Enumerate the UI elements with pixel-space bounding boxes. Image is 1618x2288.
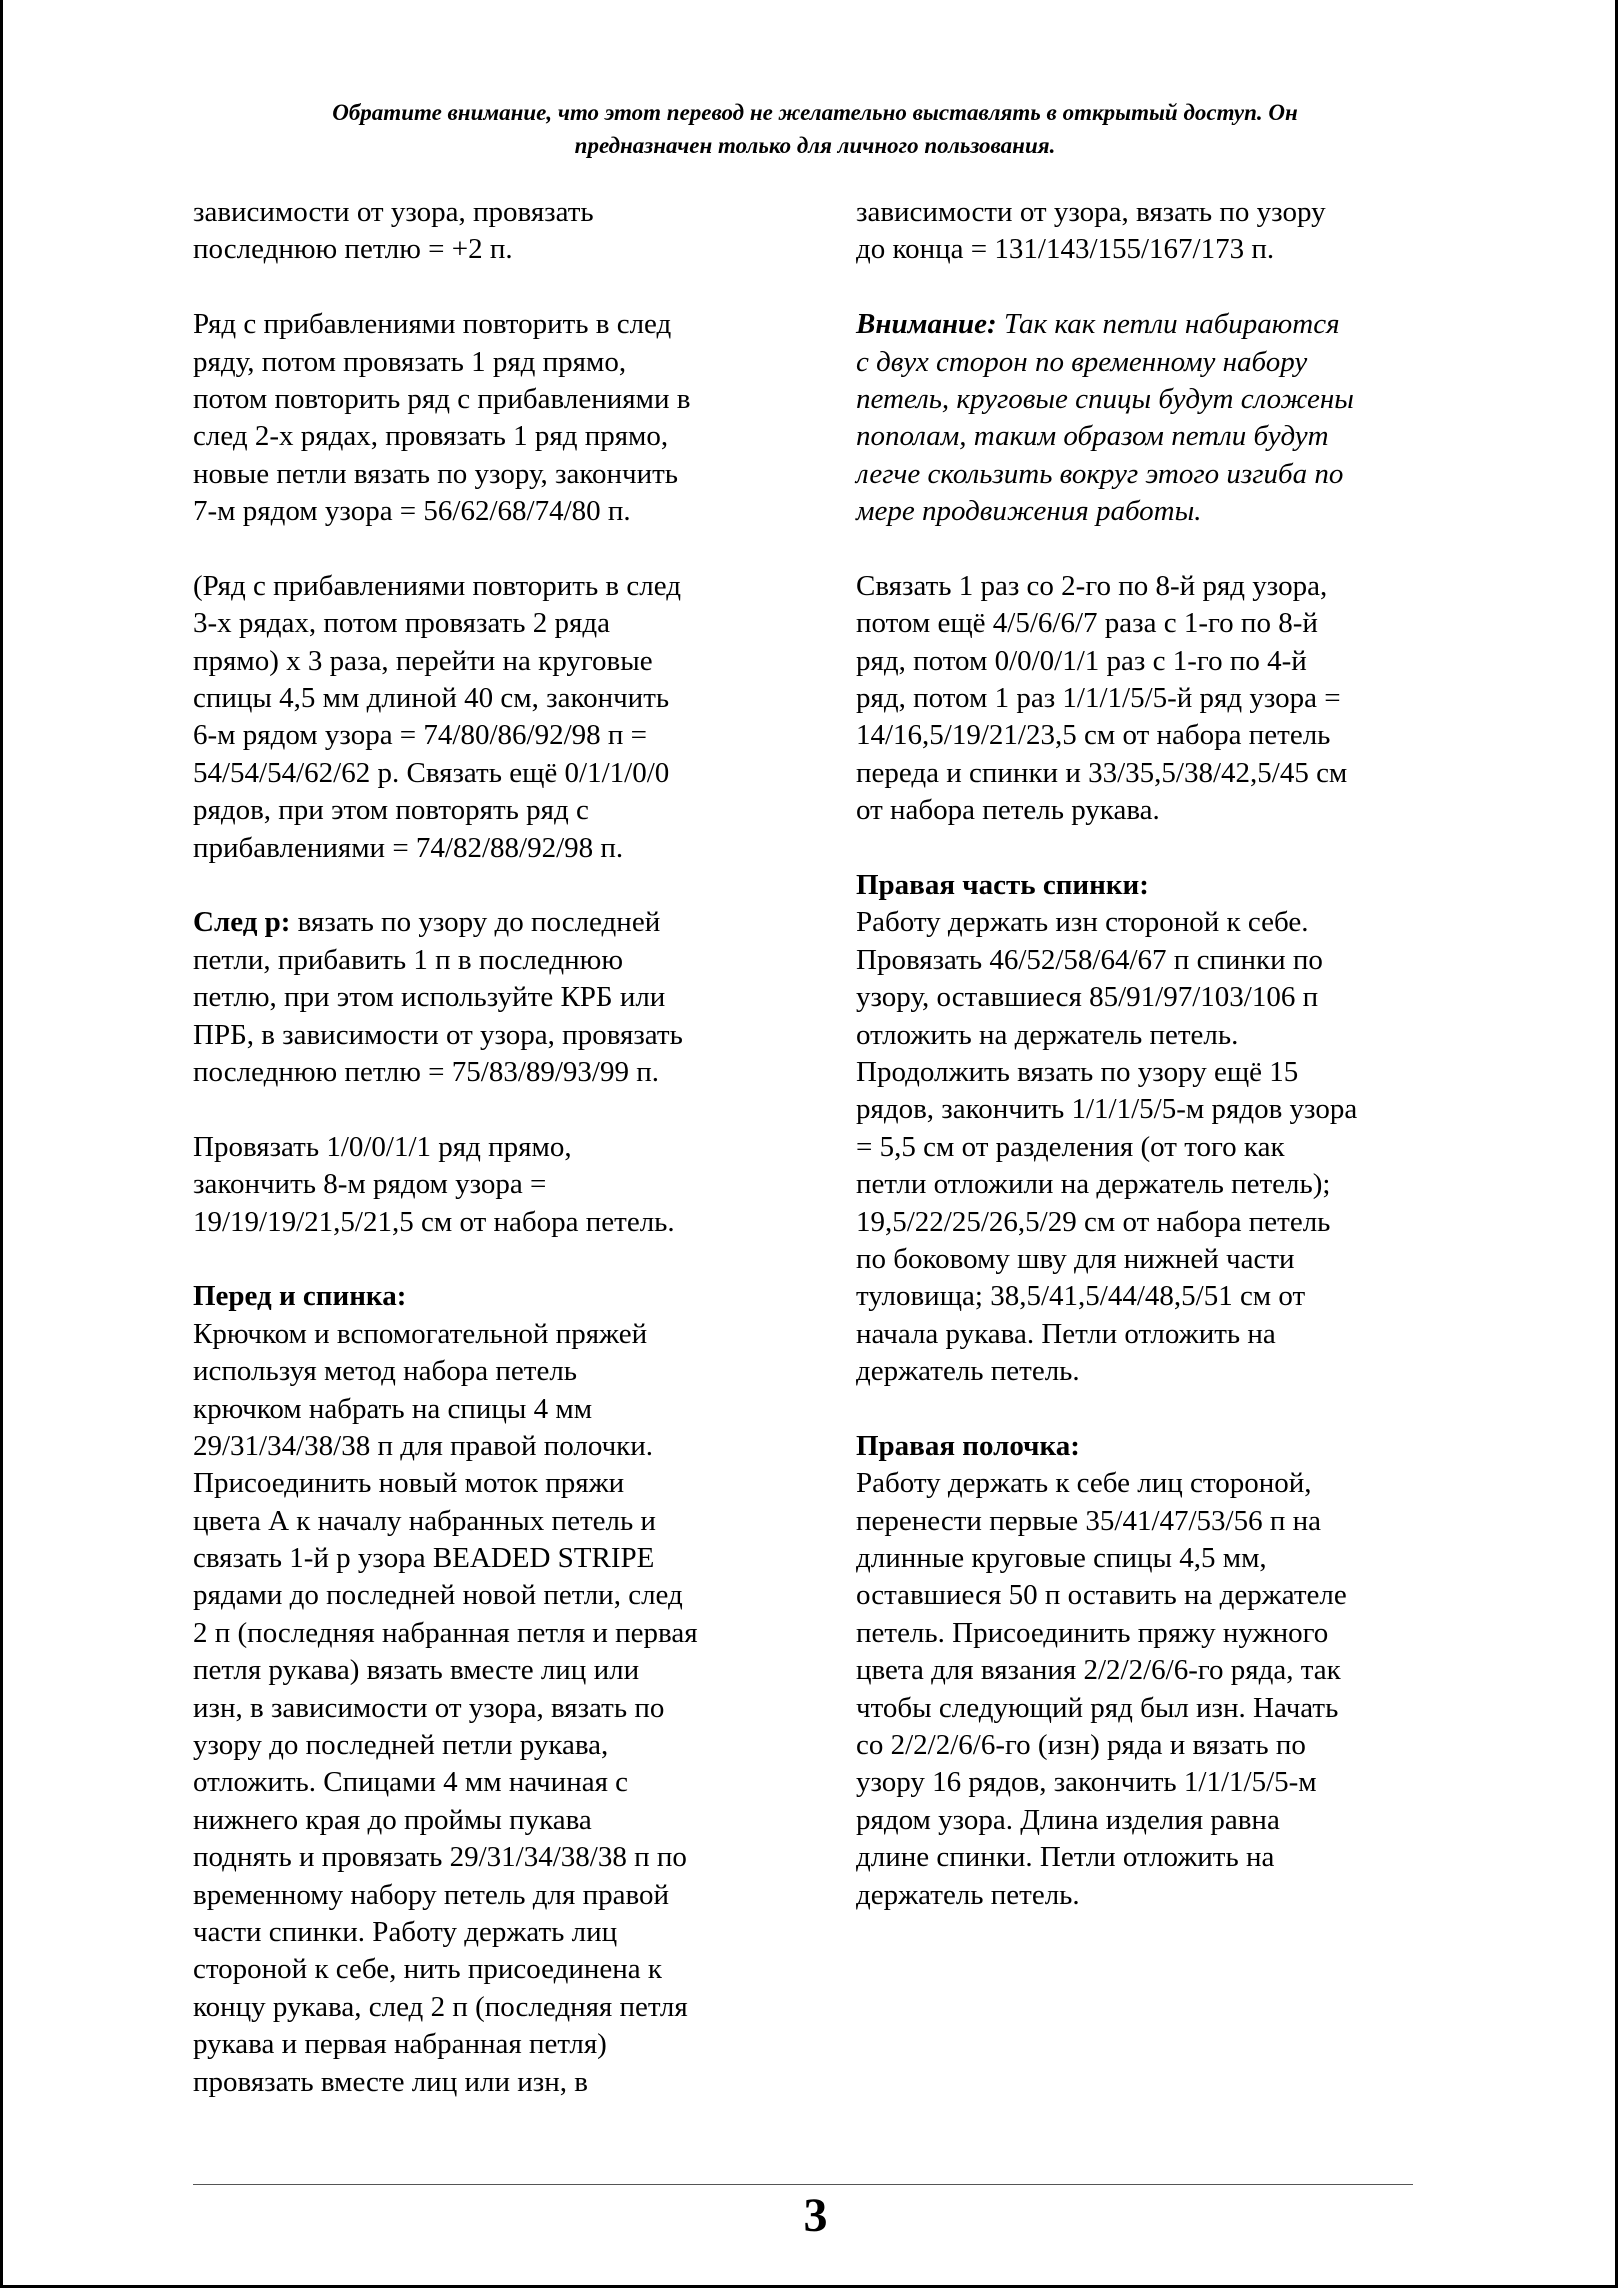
text-line: начала рукава. Петли отложить на [856,1317,1276,1350]
text-line: перенести первые 35/41/47/53/56 п на [856,1504,1322,1537]
paragraph [193,904,793,1091]
text-line: последнюю петлю = 75/83/89/93/99 п. [193,1055,660,1088]
attention-paragraph [856,306,1456,530]
text-line: узору 16 рядов, закончить 1/1/1/5/5-м [856,1766,1317,1799]
text-line: прибавлениями = 74/82/88/92/98 п. [193,831,624,864]
text-line: рядами до последней новой петли, след [193,1579,683,1612]
text-line: Ряд с прибавлениями повторить в след [193,308,672,341]
text-line: по боковому шву для нижней части [856,1242,1295,1275]
text-line: нижнего края до проймы пукава [193,1803,592,1836]
text-line: оставшиеся 50 п оставить на держателе [856,1579,1347,1612]
text-line: поднять и провязать 29/31/34/38/38 п по [193,1841,687,1874]
text-line: Присоединить новый моток пряжи [193,1467,625,1500]
text-line: 3-х рядах, потом провязать 2 ряда [193,607,610,640]
text-line: зависимости от узора, вязать по узору [856,196,1326,228]
text-line: цвета для вязания 2/2/2/6/6-го ряда, так [856,1654,1341,1687]
text-line: 6-м рядом узора = 74/80/86/92/98 п = [193,719,648,752]
inline-text: Так как петли набираются [996,308,1340,341]
text-line: петли, прибавить 1 п в последнюю [193,943,624,976]
text-line: провязать вместе лиц или изн, в [193,2065,588,2098]
text-line: концу рукава, след 2 п (последняя петля [193,1990,688,2023]
text-line: стороной к себе, нить присоединена к [193,1953,662,1986]
inline-text: вязать по узору до последней [290,906,661,939]
text-line: временному набору петель для правой [193,1878,669,1911]
section-heading: Правая полочка: [856,1429,1080,1462]
text-line: части спинки. Работу держать лиц [193,1915,618,1948]
text-line: мере продвижения работы. [856,495,1202,528]
text-line: новые петли вязать по узору, закончить [193,457,679,490]
text-line: прямо) х 3 раза, перейти на круговые [193,644,653,677]
text-line: петель, круговые спицы будут сложены [856,382,1354,415]
text-line: легче скользить вокруг этого изгиба по [856,457,1344,490]
paragraph [856,194,1456,269]
text-line: зависимости от узора, провязать [193,196,594,228]
footer-divider [193,2184,1413,2185]
text-line: ряд, потом 1 раз 1/1/1/5/5-й ряд узора = [856,682,1341,715]
text-line: 19/19/19/21,5/21,5 см от набора петель. [193,1205,675,1238]
page-number: 3 [803,2189,828,2242]
notice-line: предназначен только для личного пользования. [574,133,1056,158]
text-line: 14/16,5/19/21/23,5 см от набора петель [856,719,1331,752]
text-line: петлю, при этом используйте КРБ или [193,981,666,1014]
left-column [193,194,793,2101]
text-line: со 2/2/2/6/6-го (изн) ряда и вязать по [856,1729,1306,1762]
text-line: Крючком и вспомогательной пряжей [193,1317,648,1350]
inline-label: Внимание: [856,308,997,341]
text-line: рядов, при этом повторять ряд с [193,794,589,827]
text-line: Продолжить вязать по узору ещё 15 [856,1055,1299,1088]
text-line: Связать 1 раз со 2-го по 8-й ряд узора, [856,569,1328,602]
text-line: 29/31/34/38/38 п для правой полочки. [193,1429,654,1462]
text-line: отложить на держатель петель. [856,1018,1239,1051]
paragraph [856,1465,1456,1914]
text-line: от набора петель рукава. [856,794,1160,827]
text-line: петли отложили на держатель петель); [856,1168,1331,1201]
paragraph [193,194,793,269]
text-line: узору до последней петли рукава, [193,1729,609,1762]
text-line: Работу держать к себе лиц стороной, [856,1467,1312,1500]
text-line: узору, оставшиеся 85/91/97/103/106 п [856,981,1319,1014]
text-line: пополам, таким образом петли будут [856,420,1329,453]
text-line: крючком набрать на спицы 4 мм [193,1392,593,1425]
text-line: рукава и первая набранная петля) [193,2028,607,2061]
translation-notice [180,96,1450,162]
text-line [193,904,793,941]
section-heading: Перед и спинка: [193,1280,407,1313]
text-line: спицы 4,5 мм длиной 40 см, закончить [193,682,670,715]
right-column [856,194,1456,1914]
text-line: изн, в зависимости от узора, вязать по [193,1691,665,1724]
text-line: 19,5/22/25/26,5/29 см от набора петель [856,1205,1331,1238]
text-line: (Ряд с прибавлениями повторить в след [193,569,681,602]
text-line: длине спинки. Петли отложить на [856,1841,1275,1874]
text-line: потом повторить ряд с прибавлениями в [193,382,691,415]
text-line: петля рукава) вязать вместе лиц или [193,1654,640,1687]
text-line: цвета А к началу набранных петель и [193,1504,656,1537]
text-line: используя метод набора петель [193,1355,578,1388]
text-line: ПРБ, в зависимости от узора, провязать [193,1018,683,1051]
text-line: туловища; 38,5/41,5/44/48,5/51 см от [856,1280,1306,1313]
text-line: ряду, потом провязать 1 ряд прямо, [193,345,627,378]
text-line: чтобы следующий ряд был изн. Начать [856,1691,1339,1724]
paragraph [193,306,793,530]
text-line: до конца = 131/143/155/167/173 п. [856,233,1275,266]
text-line: держатель петель. [856,1355,1080,1388]
text-line: держатель петель. [856,1878,1080,1911]
text-line: отложить. Спицами 4 мм начиная с [193,1766,629,1799]
text-line: 7-м рядом узора = 56/62/68/74/80 п. [193,495,631,528]
text-line: 2 п (последняя набранная петля и первая [193,1616,698,1649]
paragraph [193,1316,793,2101]
text-line: связать 1-й р узора BEADED STRIPE [193,1542,655,1575]
notice-line: Обратите внимание, что этот перевод не желательно выставлять в открытый доступ. Он [332,100,1298,125]
text-line: рядом узора. Длина изделия равна [856,1803,1280,1836]
text-line: с двух сторон по временному набору [856,345,1308,378]
text-line: последнюю петлю = +2 п. [193,233,513,266]
paragraph [193,1129,793,1241]
text-line: Провязать 1/0/0/1/1 ряд прямо, [193,1130,572,1163]
section-heading: Правая часть спинки: [856,869,1149,902]
text-line: 54/54/54/62/62 р. Связать ещё 0/1/1/0/0 [193,756,670,789]
text-line [856,306,1456,343]
text-line: Провязать 46/52/58/64/67 п спинки по [856,943,1323,976]
paragraph [193,568,793,867]
text-line: переда и спинки и 33/35,5/38/42,5/45 см [856,756,1348,789]
text-line: закончить 8-м рядом узора = [193,1168,547,1201]
text-line: ряд, потом 0/0/0/1/1 раз с 1-го по 4-й [856,644,1307,677]
text-line: Работу держать изн стороной к себе. [856,906,1309,939]
text-line: длинные круговые спицы 4,5 мм, [856,1542,1267,1575]
text-line: потом ещё 4/5/6/6/7 раза с 1-го по 8-й [856,607,1318,640]
text-line: = 5,5 см от разделения (от того как [856,1130,1285,1163]
paragraph [856,568,1456,830]
text-line: след 2-х рядах, провязать 1 ряд прямо, [193,420,669,453]
text-line: рядов, закончить 1/1/1/5/5-м рядов узора [856,1093,1358,1126]
text-line: петель. Присоединить пряжу нужного [856,1616,1329,1649]
inline-label: След р: [193,906,291,939]
paragraph [856,904,1456,1390]
